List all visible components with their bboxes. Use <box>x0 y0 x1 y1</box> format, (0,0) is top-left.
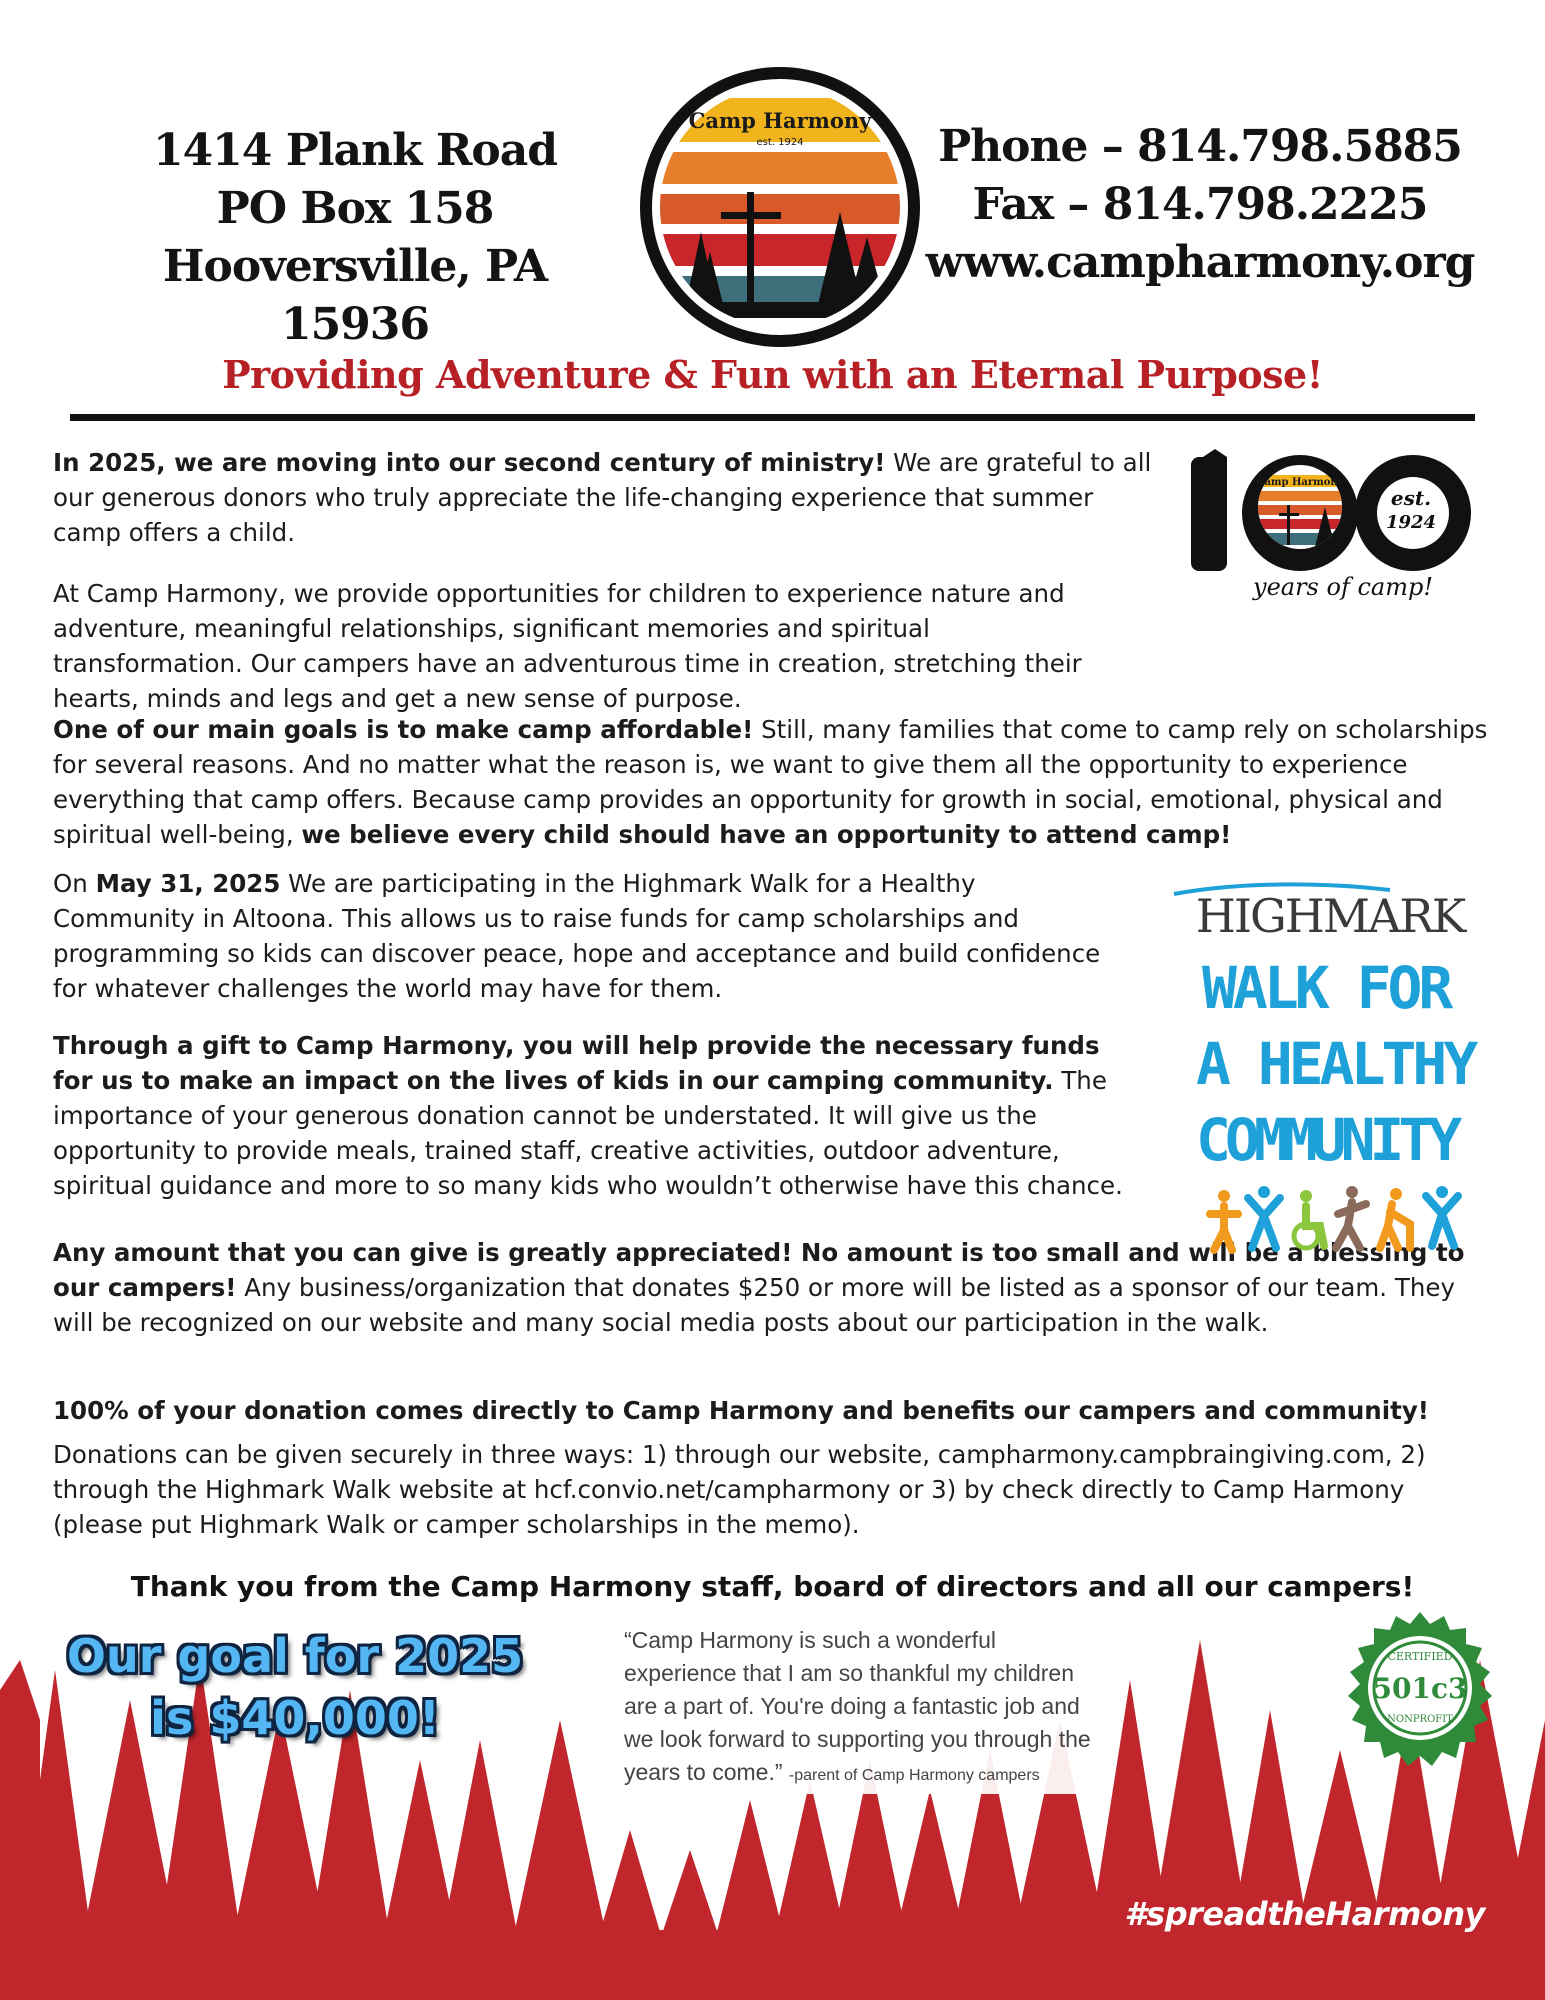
affordable-bold-end: we believe every child should have an opportunity to attend camp! <box>301 820 1232 849</box>
thank-you-line: Thank you from the Camp Harmony staff, board of directors and all our campers! <box>130 1570 1415 1603</box>
quote-text: “Camp Harmony is such a wonderful experience that I am so thankful my children are a part of. You're doing a fantastic job and we look forward to supporting you through the years to come.” <box>624 1627 1091 1785</box>
gift-bold: Through a gift to Camp Harmony, you will help provide the necessary funds for us to make an impact on the lives of kids in our camping community. <box>53 1031 1100 1095</box>
jumping-figure-icon <box>1248 1186 1280 1248</box>
direct-bold: 100% of your donation comes directly to Camp Harmony and benefits our campers and community! <box>53 1396 1429 1425</box>
walker-figure-icon <box>1210 1190 1238 1250</box>
paragraph-gift <box>53 1028 1133 1203</box>
paragraph-donations <box>53 1437 1493 1542</box>
contact-block <box>925 118 1475 292</box>
goal-line-2: is $40,000! <box>150 1691 440 1745</box>
amount-bold: Any amount that you can give is greatly appreciated! No amount is too small and will be a blessing to our campers! <box>53 1238 1465 1302</box>
goal-banner <box>60 1625 530 1749</box>
camp-harmony-logo <box>635 62 925 352</box>
address-city: Hooversville, PA 15936 <box>162 241 548 350</box>
seal-top-text: CERTIFIED <box>1387 1650 1453 1663</box>
walking-figure-icon <box>1336 1186 1366 1248</box>
highmark-walk-logo <box>1160 880 1500 1260</box>
tagline: Providing Adventure & Fun with an Eternal Purpose! <box>222 352 1323 397</box>
about-text: At Camp Harmony, we provide opportunities for children to experience nature and adventure, meaningful relationships, significant memories and spiritual transformation. Our campers have an adventurous time in creation, stretching their hearts, minds and legs and get a new sense of purpose. <box>53 579 1082 713</box>
seal-bottom-text: NONPROFIT <box>1387 1714 1453 1725</box>
affordable-text: Still, many families that come to camp rely on scholarships for several reasons. And no matter what the reason is, we want to give them all the opportunity to experience everything that camp offers. Because camp provides an opportunity for growth in social, emotional, physical and spiritual well-being, <box>53 715 1488 849</box>
centennial-mini-name: Camp Harmony <box>1256 477 1344 488</box>
centennial-badge <box>1185 435 1480 605</box>
fax-number: Fax – 814.798.2225 <box>972 179 1428 230</box>
intro-bold: In 2025, we are moving into our second century of ministry! <box>53 448 886 477</box>
address-po-box: PO Box 158 <box>216 183 494 234</box>
centennial-caption: years of camp! <box>1253 573 1433 601</box>
quote-attribution: -parent of Camp Harmony campers <box>788 1767 1040 1784</box>
centennial-est: est. <box>1390 486 1432 510</box>
paragraph-direct <box>53 1393 1493 1428</box>
amount-text: Any business/organization that donates $250 or more will be listed as a sponsor of our team. They will be recognized on our website and many social media posts about our participation in the walk. <box>53 1273 1455 1337</box>
affordable-bold: One of our main goals is to make camp affordable! <box>53 715 754 744</box>
hashtag: #spreadtheHarmony <box>1124 1895 1485 1933</box>
walk-line-1: WALK FOR <box>1202 954 1450 1022</box>
cane-figure-icon <box>1380 1188 1410 1248</box>
address-street: 1414 Plank Road <box>152 125 558 176</box>
intro-text: We are grateful to all our generous donors who truly appreciate the life-changing experience that summer camp offers a child. <box>53 448 1152 547</box>
paragraph-affordable <box>53 712 1493 852</box>
website-url: www.campharmony.org <box>925 237 1475 288</box>
logo-name: Camp Harmony <box>688 108 872 133</box>
testimonial-quote <box>618 1622 1100 1794</box>
wheelchair-figure-icon <box>1294 1190 1324 1248</box>
walk-date: May 31, 2025 <box>95 869 281 898</box>
walk-on: On <box>53 869 96 898</box>
seal-main-text: 501c3 <box>1372 1672 1468 1705</box>
logo-est: est. 1924 <box>756 137 804 148</box>
goal-line-1: Our goal for 2025 <box>66 1629 524 1683</box>
donations-text: Donations can be given securely in three ways: 1) through our website, campharmony.campbraingiving.com, 2) through the Highmark Walk website at hcf.convio.net/campharmony or 3) by check directly to Camp Harmony (please put Highmark Walk or camper scholarships in the memo). <box>53 1440 1426 1539</box>
nonprofit-seal <box>1340 1610 1500 1770</box>
highmark-brand: HIGHMARK <box>1195 889 1465 943</box>
celebrating-figure-icon <box>1426 1186 1458 1246</box>
paragraph-about <box>53 576 1113 716</box>
paragraph-intro <box>53 445 1163 550</box>
header-divider <box>70 414 1475 421</box>
gift-text: The importance of your generous donation cannot be understated. It will give us the opportunity to provide meals, trained staff, creative activities, outdoor adventure, spiritual guidance and more to so many kids who wouldn’t otherwise have this chance. <box>53 1066 1123 1200</box>
paragraph-walk <box>53 866 1113 1006</box>
walk-line-3: COMMUNITY <box>1196 1106 1457 1174</box>
walk-text: We are participating in the Highmark Walk for a Healthy Community in Altoona. This allows us to raise funds for camp scholarships and programming so kids can discover peace, hope and acceptance and build confidence for whatever challenges the world may have for them. <box>53 869 1101 1003</box>
centennial-year: 1924 <box>1385 512 1437 533</box>
phone-number: Phone – 814.798.5885 <box>938 121 1462 172</box>
walk-line-2: A HEALTHY <box>1196 1030 1475 1098</box>
address-block <box>95 122 615 354</box>
